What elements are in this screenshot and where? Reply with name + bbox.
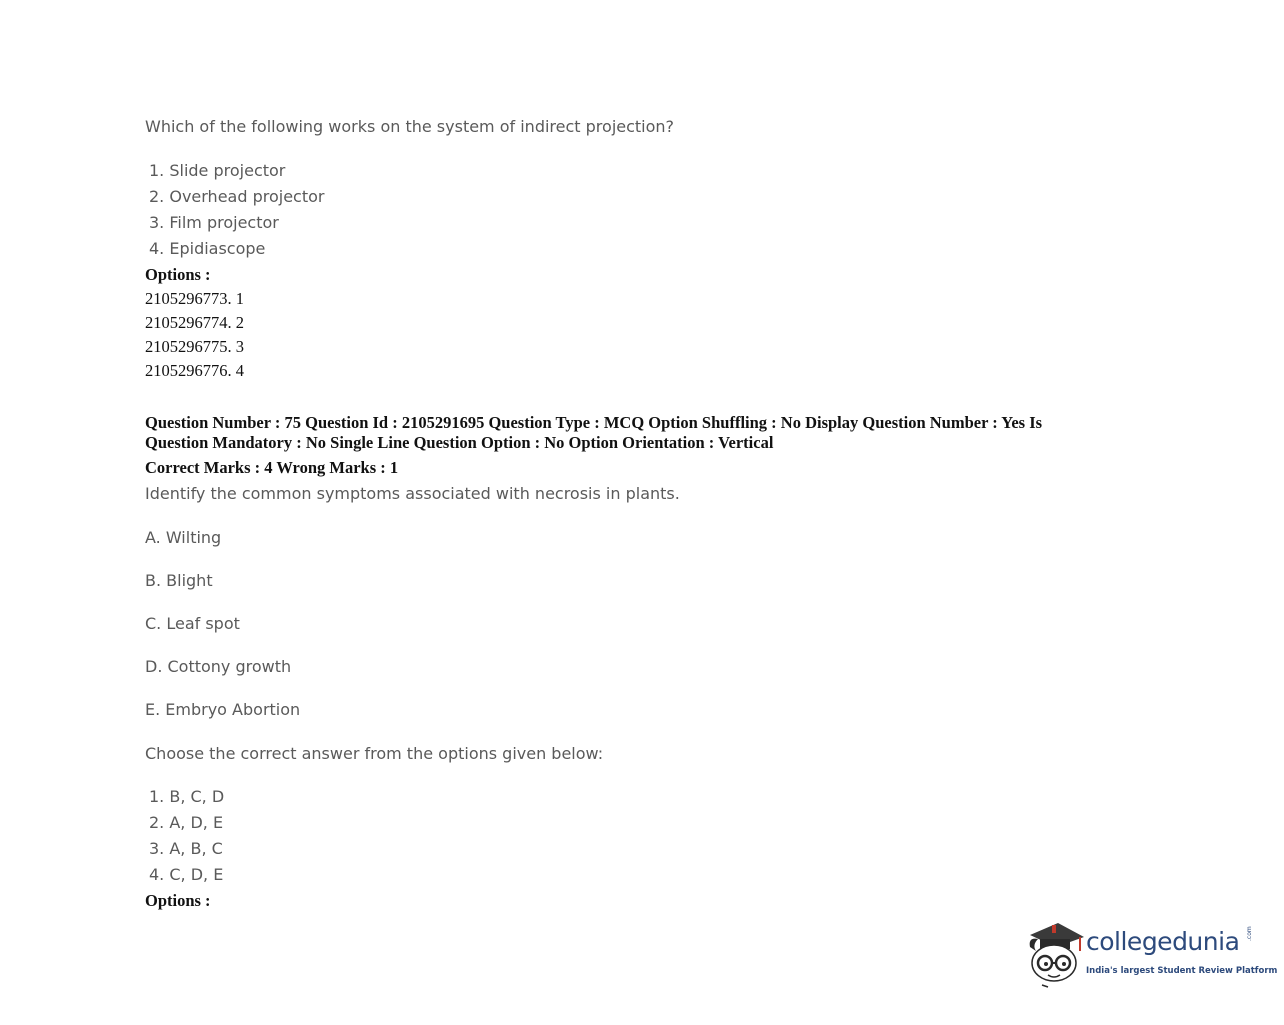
- marks-info: Correct Marks : 4 Wrong Marks : 1: [145, 458, 399, 477]
- answer-choice: 1. Slide projector: [149, 161, 286, 180]
- statement: A. Wilting: [145, 528, 222, 547]
- option-id: 2105296774. 2: [145, 313, 244, 332]
- statement: D. Cottony growth: [145, 657, 292, 676]
- question-stem: Which of the following works on the system of indirect projection?: [145, 117, 675, 136]
- collegedunia-logo: [1024, 917, 1278, 992]
- logo-tagline: India's largest Student Review Platform: [1086, 966, 1278, 976]
- answer-choice: 3. A, B, C: [149, 839, 223, 858]
- answer-choice: 4. C, D, E: [149, 865, 224, 884]
- instruction: Choose the correct answer from the options given below:: [145, 744, 604, 763]
- question-metadata: Question Number : 75 Question Id : 2105291695 Question Type : MCQ Option Shuffling : No Display Question Number : Yes Is Question Mandatory : No Single Line Question Option : No Option Orientation : Vertical: [145, 413, 1043, 452]
- answer-choice: 2. A, D, E: [149, 813, 224, 832]
- statement: C. Leaf spot: [145, 614, 240, 633]
- options-label: Options :: [145, 891, 211, 910]
- logo-dotcom: .com: [1246, 926, 1253, 941]
- option-id: 2105296773. 1: [145, 289, 244, 308]
- mascot-icon: [1024, 917, 1086, 992]
- logo-wordmark: collegedunia: [1086, 927, 1240, 956]
- answer-choice: 4. Epidiascope: [149, 239, 266, 258]
- answer-choice: 3. Film projector: [149, 213, 279, 232]
- option-id: 2105296776. 4: [145, 361, 244, 380]
- statement: E. Embryo Abortion: [145, 700, 301, 719]
- options-label: Options :: [145, 265, 211, 284]
- answer-choice: 2. Overhead projector: [149, 187, 325, 206]
- question-stem: Identify the common symptoms associated with necrosis in plants.: [145, 484, 680, 503]
- option-id: 2105296775. 3: [145, 337, 244, 356]
- answer-choice: 1. B, C, D: [149, 787, 225, 806]
- statement: B. Blight: [145, 571, 213, 590]
